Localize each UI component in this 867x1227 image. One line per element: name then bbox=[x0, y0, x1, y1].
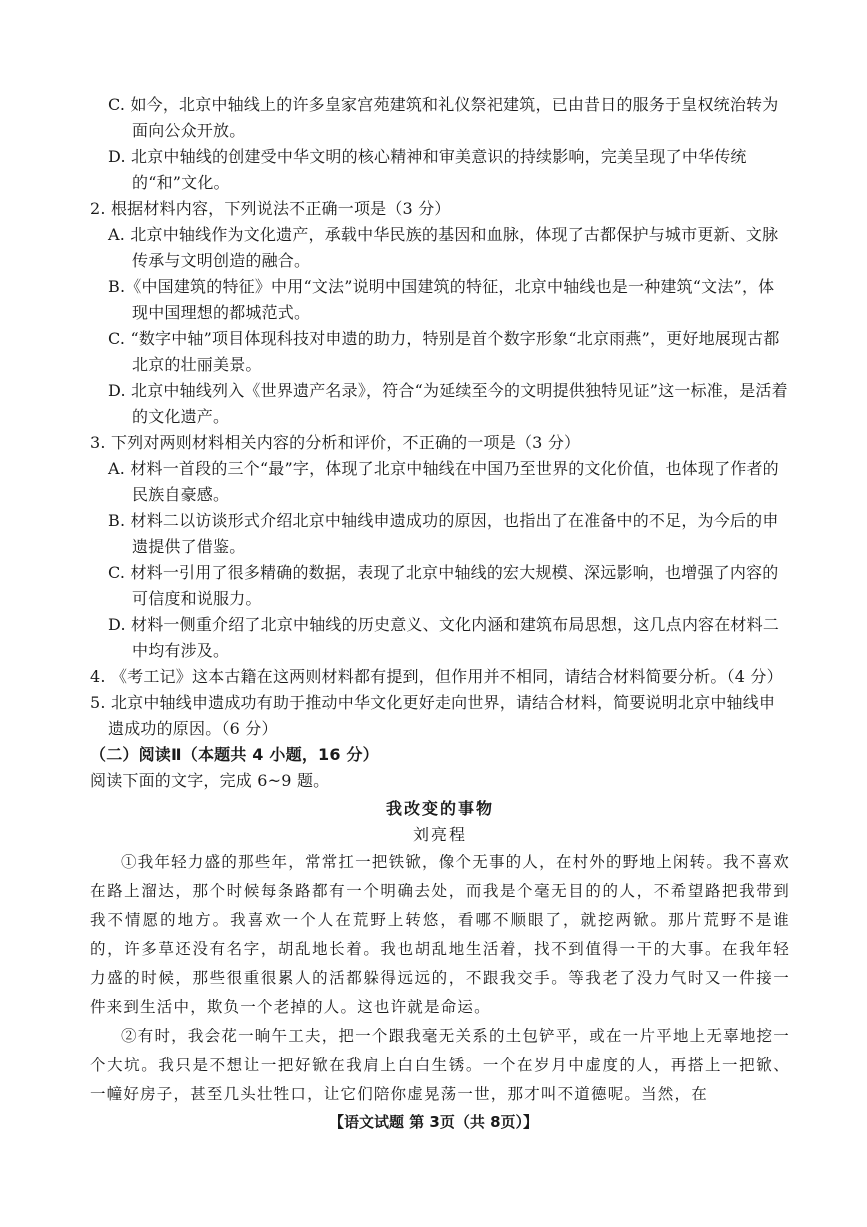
page-content bbox=[90, 92, 790, 1109]
q1-option-d: D. 北京中轴线的创建受中华文明的核心精神和审美意识的持续影响，完美呈现了中华传统的“和”文化。 bbox=[108, 147, 747, 192]
q3-option-a: A. 材料一首段的三个“最”字，体现了北京中轴线在中国乃至世界的文化价值，也体现了作者的民族自豪感。 bbox=[108, 459, 779, 504]
question-2-stem: 2. 根据材料内容，下列说法不正确一项是（3 分） bbox=[90, 199, 451, 218]
q2-option-b: B.《中国建筑的特征》中用“文法”说明中国建筑的特征，北京中轴线也是一种建筑“文法”，体现中国理想的都城范式。 bbox=[108, 277, 775, 322]
q2-option-a: A. 北京中轴线作为文化遗产，承载中华民族的基因和血脉，体现了古都保护与城市更新、文脉传承与文明创造的融合。 bbox=[108, 225, 779, 270]
q2-option-d: D. 北京中轴线列入《世界遗产名录》，符合“为延续至今的文明提供独特见证”这一标准，是活着的文化遗产。 bbox=[108, 381, 788, 426]
article-author: 刘亮程 bbox=[412, 825, 467, 844]
question-4: 4. 《考工记》这本古籍在这两则材料都有提到，但作用并不相同，请结合材料简要分析。（4 分） bbox=[90, 667, 783, 686]
section-instruction: 阅读下面的文字，完成 6~9 题。 bbox=[90, 771, 330, 790]
q3-option-b: B. 材料二以访谈形式介绍北京中轴线申遗成功的原因，也指出了在准备中的不足，为今后的申遗提供了借鉴。 bbox=[108, 511, 779, 556]
article-paragraph-1: ①我年轻力盛的那些年，常常扛一把铁锨，像个无事的人，在村外的野地上闲转。我不喜欢在路上溜达，那个时候每条路都有一个明确去处，而我是个毫无目的的人，不希望路把我带到我不情愿的地方。我喜欢一个人在荒野上转悠，看哪不顺眼了，就挖两锨。那片荒野不是谁的，许多草还没有名字，胡乱地长着。我也胡乱地生活着，找不到值得一干的大事。在我年轻力盛的时候，那些很重很累人的活都躲得远远的，不跟我交手。等我老了没力气时又一件接一件来到生活中，欺负一个老掉的人。这也许就是命运。 bbox=[90, 853, 790, 1016]
q1-option-c: C. 如今，北京中轴线上的许多皇家宫苑建筑和礼仪祭祀建筑，已由昔日的服务于皇权统治转为面向公众开放。 bbox=[108, 95, 779, 140]
question-3-stem: 3. 下列对两则材料相关内容的分析和评价，不正确的一项是（3 分） bbox=[90, 433, 581, 452]
article-paragraph-2: ②有时，我会花一晌午工夫，把一个跟我毫无关系的土包铲平，或在一片平地上无辜地挖一个大坑。我只是不想让一把好锨在我肩上白白生锈。一个在岁月中虚度的人，再搭上一把锨、一幢好房子，甚至几头壮牲口，让它们陪你虚晃荡一世，那才叫不道德呢。当然，在 bbox=[90, 1027, 790, 1103]
article-title: 我改变的事物 bbox=[385, 799, 494, 818]
question-5: 5. 北京中轴线申遗成功有助于推动中华文化更好走向世界，请结合材料，简要说明北京中轴线申遗成功的原因。（6 分） bbox=[90, 693, 776, 738]
q3-option-c: C. 材料一引用了很多精确的数据，表现了北京中轴线的宏大规模、深远影响，也增强了内容的可信度和说服力。 bbox=[108, 563, 779, 608]
q3-option-d: D. 材料一侧重介绍了北京中轴线的历史意义、文化内涵和建筑布局思想，这几点内容在材料二中均有涉及。 bbox=[108, 615, 780, 660]
section-heading: （二）阅读Ⅱ（本题共 4 小题，16 分） bbox=[90, 745, 379, 764]
page-footer: 【语文试题 第 3页（共 8页）】 bbox=[328, 1113, 539, 1131]
q2-option-c: C. “数字中轴”项目体现科技对申遗的助力，特别是首个数字形象“北京雨燕”，更好地展现古都北京的壮丽美景。 bbox=[108, 329, 780, 374]
